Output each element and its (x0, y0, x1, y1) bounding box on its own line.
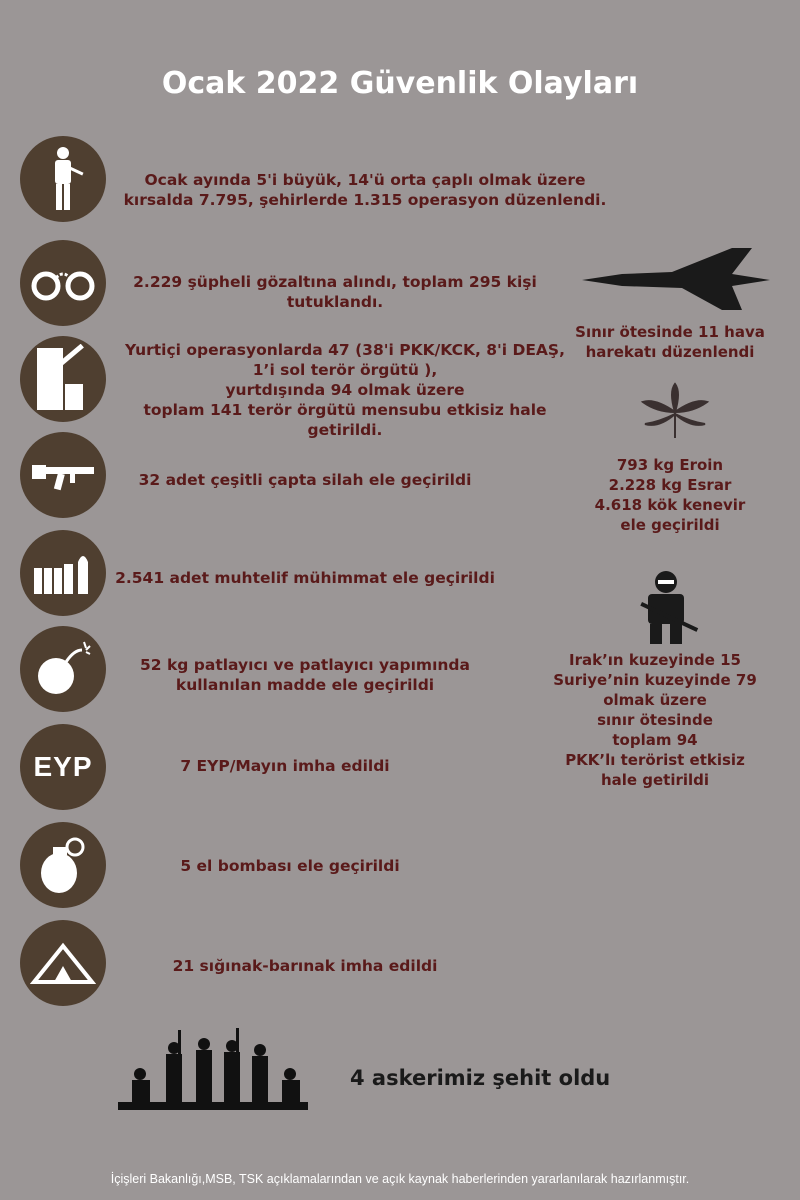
abroad-neutralized-text (540, 650, 770, 790)
text-line: toplam 94 (612, 731, 698, 749)
tent-icon (20, 920, 106, 1006)
explosives-text (130, 655, 480, 695)
text-line: 2.228 kg Esrar (608, 476, 732, 494)
text-line: 5 el bombası ele geçirildi (180, 857, 400, 875)
neutralized-text (110, 340, 580, 440)
text-line: ele geçirildi (620, 516, 720, 534)
drugs-text (580, 455, 760, 535)
text-line: Ocak ayında 5'i büyük, 14'ü orta çaplı olmak üzere (144, 171, 586, 189)
shelters-text (160, 956, 450, 976)
martyrs-text: 4 askerimiz şehit oldu (350, 1066, 611, 1090)
ammunition-icon (20, 530, 106, 616)
source-footer: İçişleri Bakanlığı,MSB, TSK açıklamalarından ve açık kaynak haberlerinden yararlanılarak hazırlanmıştır. (110, 1172, 690, 1186)
text-line: 4.618 kök kenevir (594, 496, 746, 514)
text-line: 793 kg Eroin (616, 456, 724, 474)
eyp-label: EYP (33, 751, 93, 782)
handcuffs-icon (20, 240, 106, 326)
grenades-text (160, 856, 420, 876)
text-line: sınır ötesinde (597, 711, 713, 729)
operations-text (115, 170, 615, 210)
text-line: 32 adet çeşitli çapta silah ele geçirildi (138, 471, 472, 489)
text-line: PKK’lı terörist etkisiz (565, 751, 745, 769)
text-line: Irak’ın kuzeyinde 15 (569, 651, 741, 669)
neutralized-terrorist-icon (20, 336, 106, 422)
text-line: kırsalda 7.795, şehirlerde 1.315 operasyon düzenlendi. (123, 191, 607, 209)
text-line: 1’i sol terör örgütü ), (252, 361, 438, 379)
text-line: harekatı düzenlendi (585, 343, 755, 361)
eyp-icon (20, 724, 106, 810)
rifle-icon (20, 432, 106, 518)
text-line: kullanılan madde ele geçirildi (175, 676, 435, 694)
page-title: Ocak 2022 Güvenlik Olayları (161, 66, 639, 101)
text-line: Sınır ötesinde 11 hava (575, 323, 765, 341)
ammunition-text (115, 568, 495, 588)
masked-terrorist-icon (632, 570, 708, 650)
soldier-icon (20, 136, 106, 222)
text-line: hale getirildi (600, 771, 710, 789)
text-line: 2.541 adet muhtelif mühimmat ele geçirildi (115, 569, 495, 587)
fighter-jet-icon (582, 244, 772, 318)
detention-text (115, 272, 555, 312)
text-line: 21 sığınak-barınak imha edildi (172, 957, 438, 975)
text-line: olmak üzere (603, 691, 707, 709)
air-operations-text (560, 322, 780, 362)
text-line: Suriye’nin kuzeyinde 79 (553, 671, 757, 689)
eyp-text (160, 756, 410, 776)
bomb-icon (20, 626, 106, 712)
weapons-text (115, 470, 495, 490)
text-line: yurtdışında 94 olmak üzere (225, 381, 465, 399)
text-line: 7 EYP/Mayın imha edildi (180, 757, 390, 775)
grenade-icon (20, 822, 106, 908)
soldiers-silhouette-icon (118, 1024, 308, 1114)
text-line: toplam 141 terör örgütü mensubu etkisiz hale getirildi. (143, 401, 547, 439)
text-line: 2.229 şüpheli gözaltına alındı, toplam 295 kişi tutuklandı. (133, 273, 537, 311)
text-line: 52 kg patlayıcı ve patlayıcı yapımında (140, 656, 470, 674)
cannabis-leaf-icon (635, 382, 715, 446)
text-line: Yurtiçi operasyonlarda 47 (38'i PKK/KCK, 8'i DEAŞ, (125, 341, 565, 359)
